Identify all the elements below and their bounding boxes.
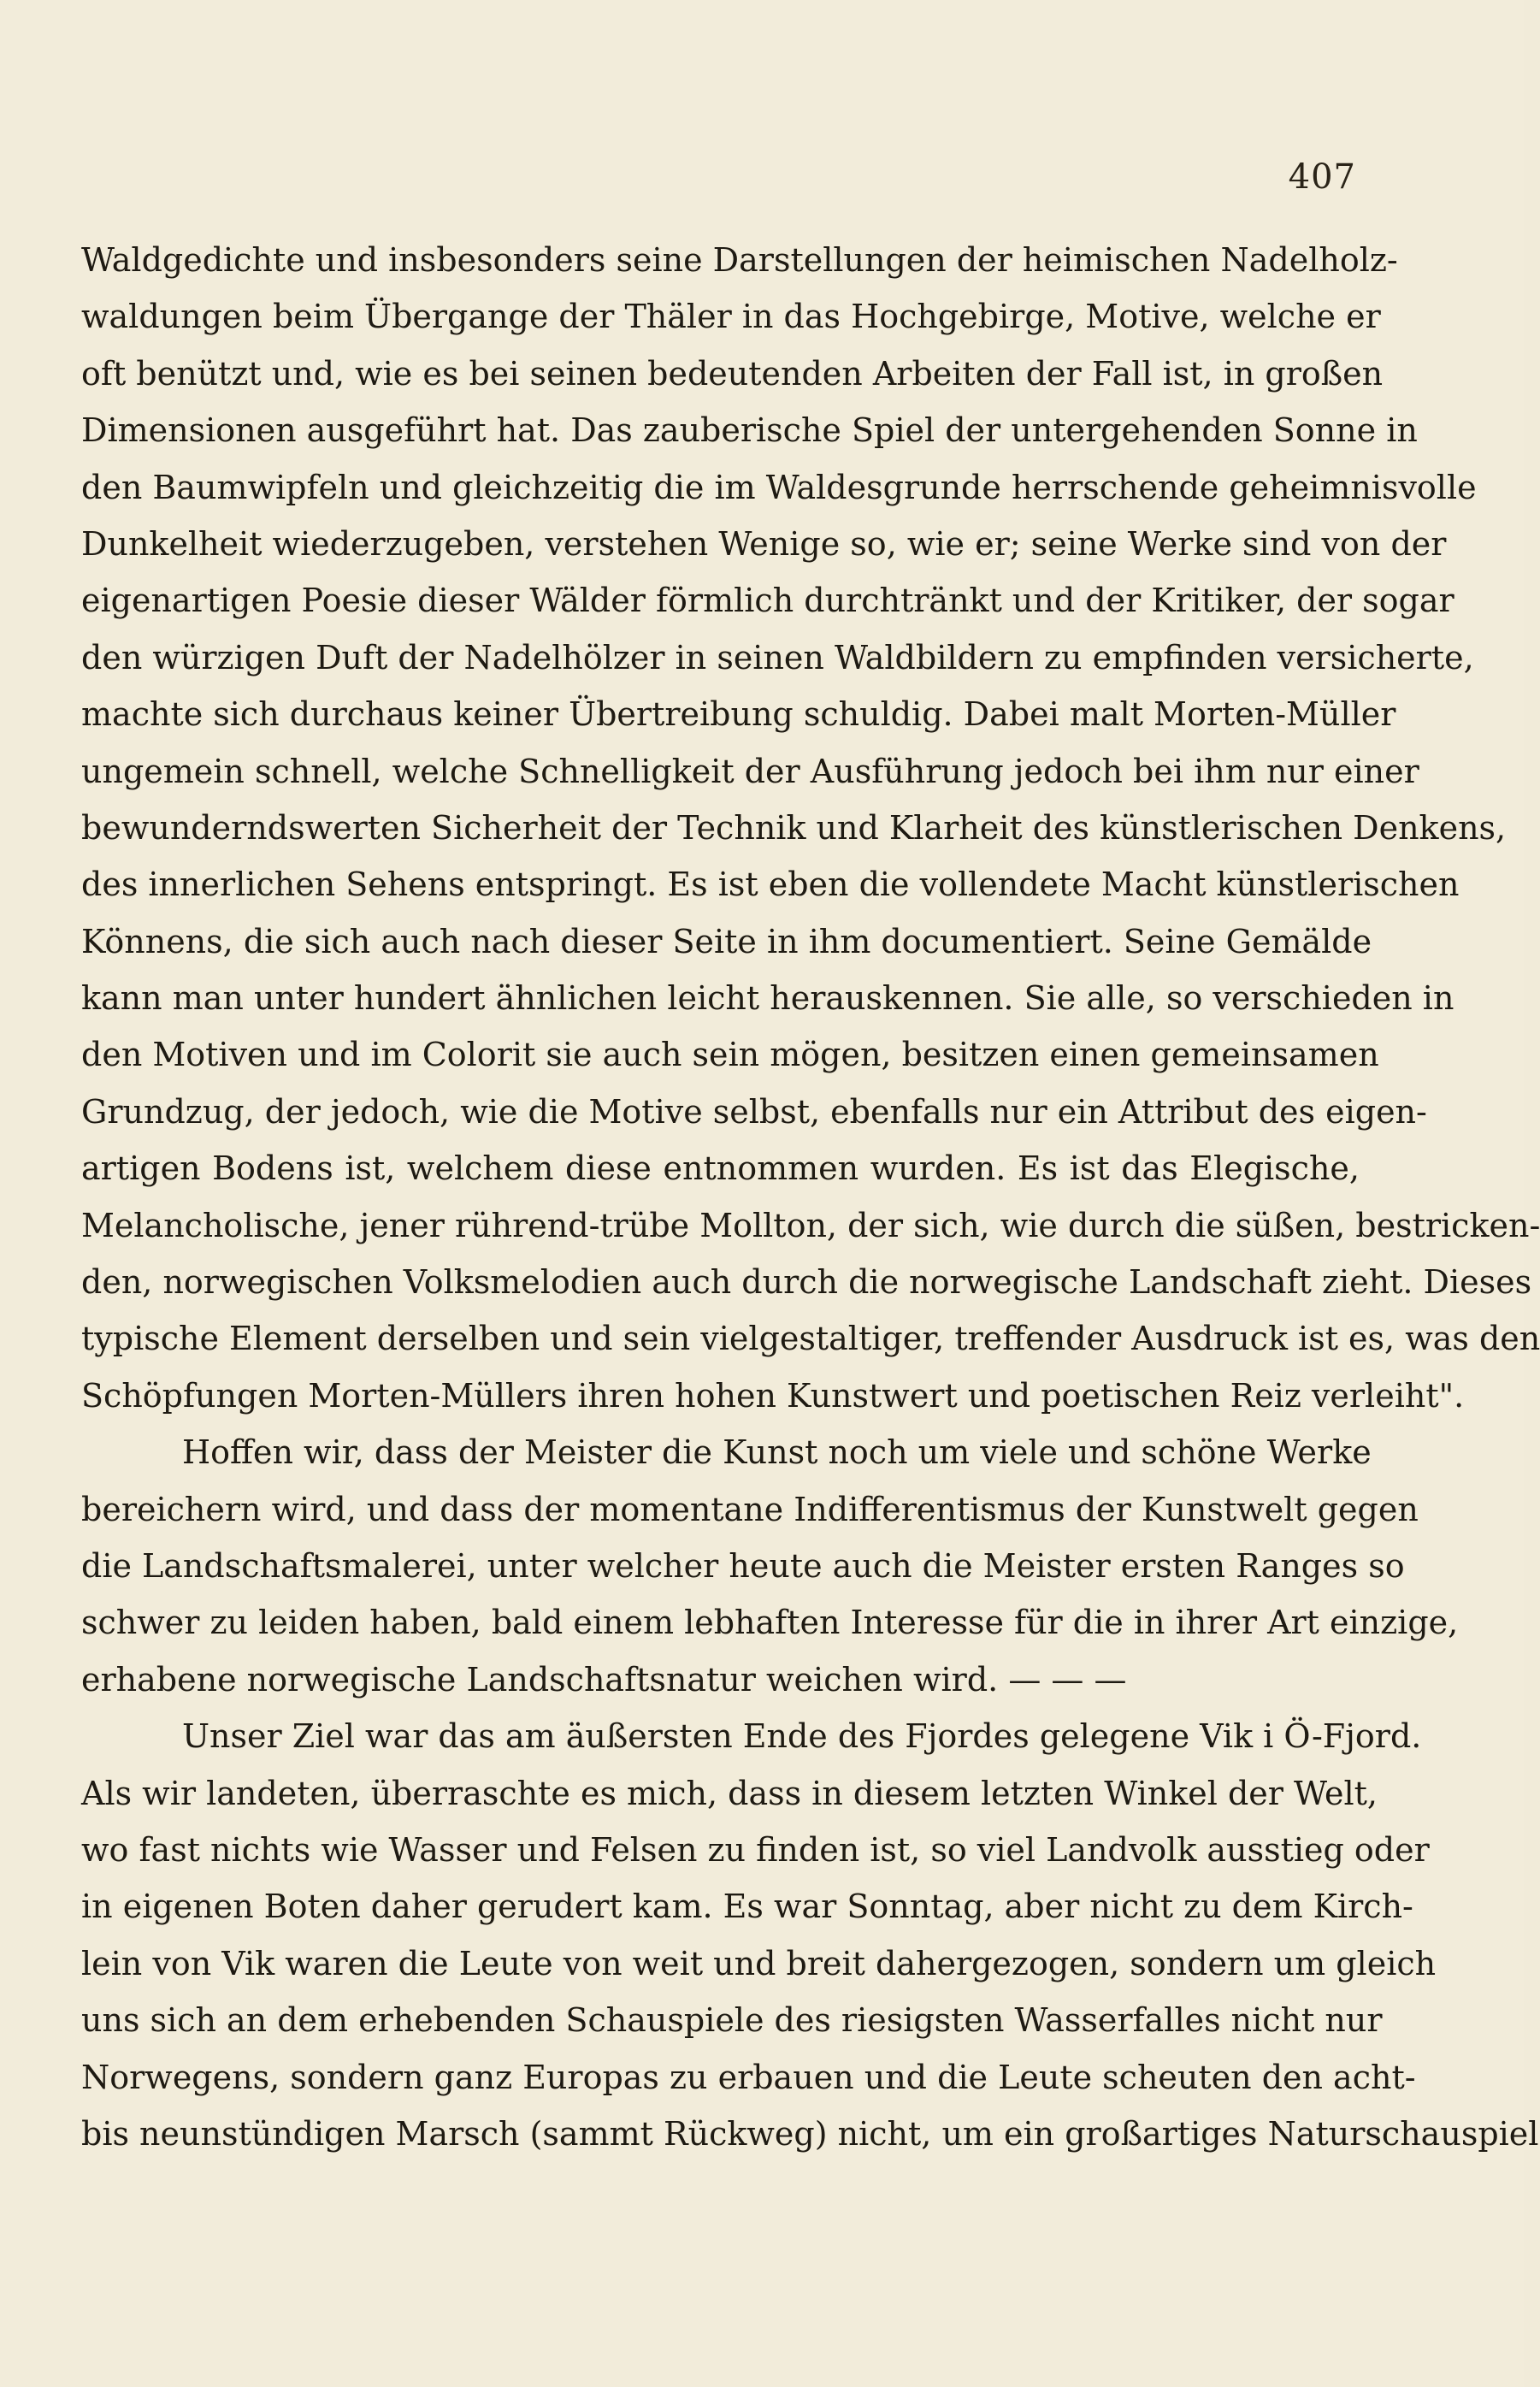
text-line: wo fast nichts wie Wasser und Felsen zu finden ist, so viel Landvolk ausstieg oder	[81, 1830, 1430, 1869]
text-line: Könnens, die sich auch nach dieser Seite in ihm documentiert. Seine Gemälde	[81, 922, 1372, 960]
text-line: Schöpfungen Morten-Müllers ihren hohen Kunstwert und poetischen Reiz verleiht".	[81, 1376, 1465, 1415]
text-line: Dimensionen ausgeführt hat. Das zauberische Spiel der untergehenden Sonne in	[81, 411, 1418, 450]
text-line: bereichern wird, und dass der momentane Indifferentismus der Kunstwelt gegen	[81, 1490, 1419, 1528]
text-line: den Motiven und im Colorit sie auch sein mögen, besitzen einen gemeinsamen	[81, 1036, 1379, 1074]
text-line: uns sich an dem erhebenden Schauspiele des riesigsten Wasserfalles nicht nur	[81, 2001, 1383, 2040]
text-line: den Baumwipfeln und gleichzeitig die im Waldesgrunde herrschende geheimnisvolle	[81, 468, 1477, 506]
text-line: waldungen beim Übergange der Thäler in das Hochgebirge, Motive, welche er	[81, 298, 1381, 336]
text-line: bis neunstündigen Marsch (sammt Rückweg) nicht, um ein großartiges Naturschauspiel	[81, 2114, 1539, 2153]
body-text	[81, 232, 1540, 2162]
text-line: erhabene norwegische Landschaftsnatur weichen wird. — — —	[81, 1660, 1127, 1699]
text-line: Grundzug, der jedoch, wie die Motive selbst, ebenfalls nur ein Attribut des eigen-	[81, 1092, 1427, 1131]
text-line: des innerlichen Sehens entspringt. Es ist eben die vollendete Macht künstlerischen	[81, 866, 1460, 904]
text-line: bewunderndswerten Sicherheit der Technik und Klarheit des künstlerischen Denkens,	[81, 808, 1507, 847]
text-line: Hoffen wir, dass der Meister die Kunst noch um viele und schöne Werke	[182, 1433, 1372, 1472]
text-line: den, norwegischen Volksmelodien auch durch die norwegische Landschaft zieht. Dieses	[81, 1263, 1532, 1302]
text-line: kann man unter hundert ähnlichen leicht herauskennen. Sie alle, so verschieden in	[81, 979, 1454, 1018]
text-line: Unser Ziel war das am äußersten Ende des Fjordes gelegene Vik i Ö-Fjord.	[182, 1717, 1422, 1756]
page-number: 407	[1288, 157, 1356, 197]
text-line: Melancholische, jener rührend-trübe Mollton, der sich, wie durch die süßen, bestricken-	[81, 1206, 1540, 1244]
text-line: Norwegens, sondern ganz Europas zu erbauen und die Leute scheuten den acht-	[81, 2058, 1416, 2096]
text-line: machte sich durchaus keiner Übertreibung schuldig. Dabei malt Morten-Müller	[81, 695, 1396, 734]
text-line: in eigenen Boten daher gerudert kam. Es war Sonntag, aber nicht zu dem Kirch-	[81, 1888, 1413, 1926]
text-line: lein von Vik waren die Leute von weit und breit dahergezogen, sondern um gleich	[81, 1944, 1437, 1982]
text-line: Dunkelheit wiederzugeben, verstehen Wenige so, wie er; seine Werke sind von der	[81, 524, 1447, 563]
text-line: schwer zu leiden haben, bald einem lebhaften Interesse für die in ihrer Art einzige,	[81, 1604, 1459, 1642]
text-line: Als wir landeten, überraschte es mich, dass in diesem letzten Winkel der Welt,	[81, 1774, 1378, 1812]
text-line: eigenartigen Poesie dieser Wälder förmlich durchtränkt und der Kritiker, der sogar	[81, 582, 1454, 620]
text-line: artigen Bodens ist, welchem diese entnommen wurden. Es ist das Elegische,	[81, 1149, 1360, 1188]
text-line: oft benützt und, wie es bei seinen bedeutenden Arbeiten der Fall ist, in großen	[81, 354, 1384, 393]
paragraph	[81, 232, 1540, 1424]
text-line: die Landschaftsmalerei, unter welcher heute auch die Meister ersten Ranges so	[81, 1546, 1405, 1585]
paragraph	[81, 1424, 1459, 1708]
text-line: ungemein schnell, welche Schnelligkeit der Ausführung jedoch bei ihm nur einer	[81, 752, 1419, 790]
text-line: den würzigen Duft der Nadelhölzer in seinen Waldbildern zu empfinden versicherte,	[81, 638, 1474, 677]
text-line: typische Element derselben und sein vielgestaltiger, treffender Ausdruck ist es, was den	[81, 1320, 1540, 1358]
text-line: Waldgedichte und insbesonders seine Darstellungen der heimischen Nadelholz-	[81, 241, 1398, 279]
paragraph	[81, 1708, 1539, 2162]
